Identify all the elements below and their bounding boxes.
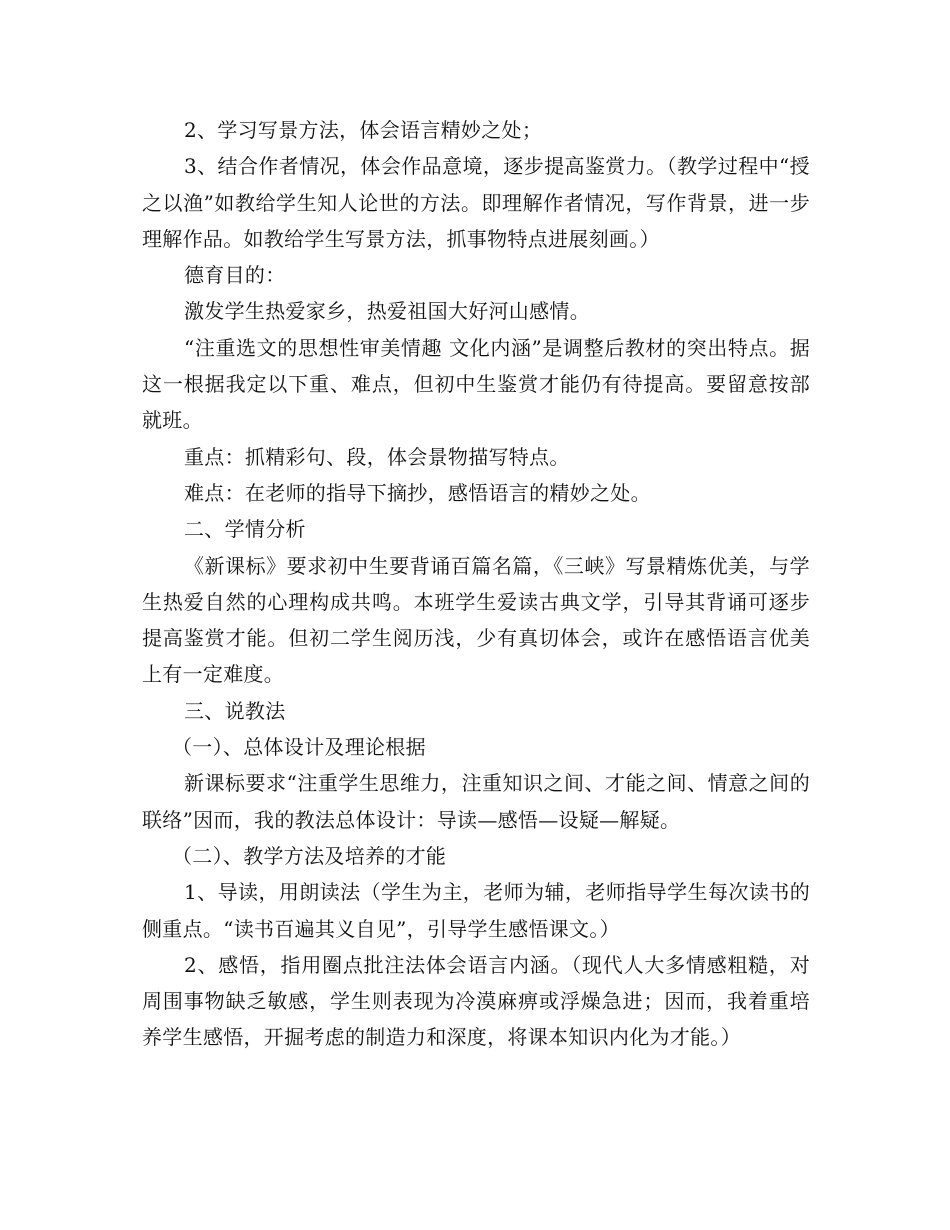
key-point-paragraph: 重点：抓精彩句、段，体会景物描写特点。 [184,444,570,469]
objective-2-paragraph: 2、学习写景方法，体会语言精妙之处； [184,118,543,142]
textbook-feature-paragraph: “注重选文的思想性审美情趣 文化内涵”是调整后教材的突出特点。据这一根据我定以下重、难点，但初中生鉴赏才能仍有待提高。要留意按部就班。 [142,335,810,433]
section-heading-student-analysis: 二、学情分析 [184,517,306,542]
overall-design-paragraph: 新课标要求“注重学生思维力，注重知识之间、才能之间、情意之间的联络”因而，我的教法总体设计：导读—感悟—设疑—解疑。 [142,771,810,832]
method-2-paragraph: 2、感悟，指用圈点批注法体会语言内涵。（现代人大多情感粗糙，对周围事物缺乏敏感，学生则表现为冷漠麻痹或浮燥急进；因而，我着重培养学生感悟，开掘考虑的制造力和深度，将课本知识内化为才能。） [142,952,810,1050]
subheading-teaching-methods: （二）、教学方法及培养的才能 [172,843,447,868]
moral-goal-paragraph: 激发学生热爱家乡，热爱祖国大好河山感情。 [184,299,590,324]
student-analysis-paragraph: 《新课标》要求初中生要背诵百篇名篇，《三峡》写景精炼优美，与学生热爱自然的心理构成共鸣。本班学生爱读古典文学，引导其背诵可逐步提高鉴赏才能。但初二学生阅历浅，少有真切体会，或许在感悟语言优美上有一定难度。 [142,553,810,687]
method-1-paragraph: 1、导读，用朗读法（学生为主，老师为辅，老师指导学生每次读书的侧重点。“读书百遍其义自见”，引导学生感悟课文。） [142,880,810,941]
moral-goal-heading: 德育目的： [184,263,286,288]
objective-3-paragraph: 3、结合作者情况，体会作品意境，逐步提高鉴赏力。（教学过程中“授之以渔”如教给学生知人论世的方法。即理解作者情况，写作背景，进一步理解作品。如教给学生写景方法，抓事物特点进展刻画。） [142,154,810,251]
document-body [142,112,810,1056]
section-heading-teaching-method: 三、说教法 [184,698,286,723]
subheading-overall-design: （一）、总体设计及理论根据 [172,735,426,760]
difficult-point-paragraph: 难点：在老师的指导下摘抄，感悟语言的精妙之处。 [184,480,651,505]
